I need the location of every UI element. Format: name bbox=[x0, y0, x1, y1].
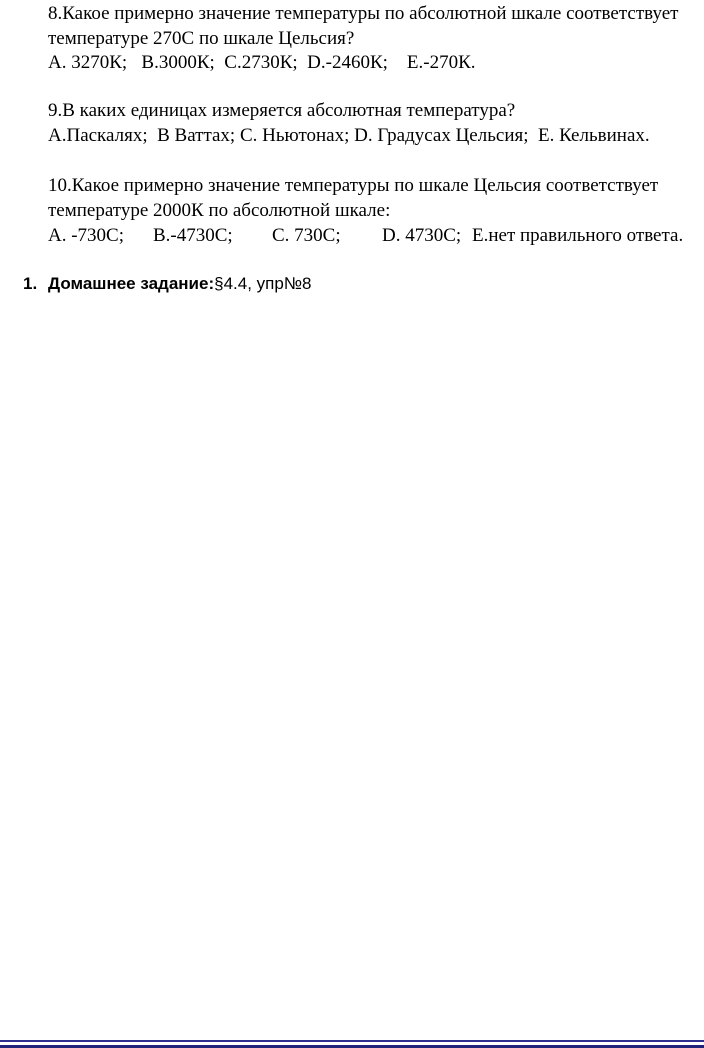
question-8-text-line-2: температуре 270С по шкале Цельсия? bbox=[48, 28, 355, 49]
homework-text: §4.4, упр№8 bbox=[214, 274, 312, 293]
question-8-text-line-1: 8.Какое примерно значение температуры по абсолютной шкале соответствует bbox=[48, 3, 679, 24]
homework-item bbox=[23, 272, 312, 296]
question-10-option-e: Е.нет правильного ответа. bbox=[472, 225, 684, 246]
question-10-text-line-1: 10.Какое примерно значение температуры по шкале Цельсия соответствует bbox=[48, 175, 659, 196]
bottom-border-rule bbox=[0, 1040, 704, 1048]
question-8-options: А. 3270К; В.3000К; С.2730К; D.-2460К; Е.-270К. bbox=[48, 52, 476, 73]
homework-label: Домашнее задание: bbox=[48, 274, 215, 293]
question-9-options: А.Паскалях; В Ваттах; С. Ньютонах; D. Градусах Цельсия; Е. Кельвинах. bbox=[48, 125, 650, 146]
question-10-option-b: В.-4730С; bbox=[153, 225, 233, 246]
question-10-option-a: А. -730С; bbox=[48, 225, 124, 246]
question-10-option-d: D. 4730С; bbox=[382, 225, 462, 246]
homework-number: 1. bbox=[23, 274, 38, 293]
question-10-option-c: С. 730С; bbox=[272, 225, 341, 246]
question-9-text: 9.В каких единицах измеряется абсолютная температура? bbox=[48, 100, 516, 121]
question-10-text-line-2: температуре 2000К по абсолютной шкале: bbox=[48, 200, 391, 221]
